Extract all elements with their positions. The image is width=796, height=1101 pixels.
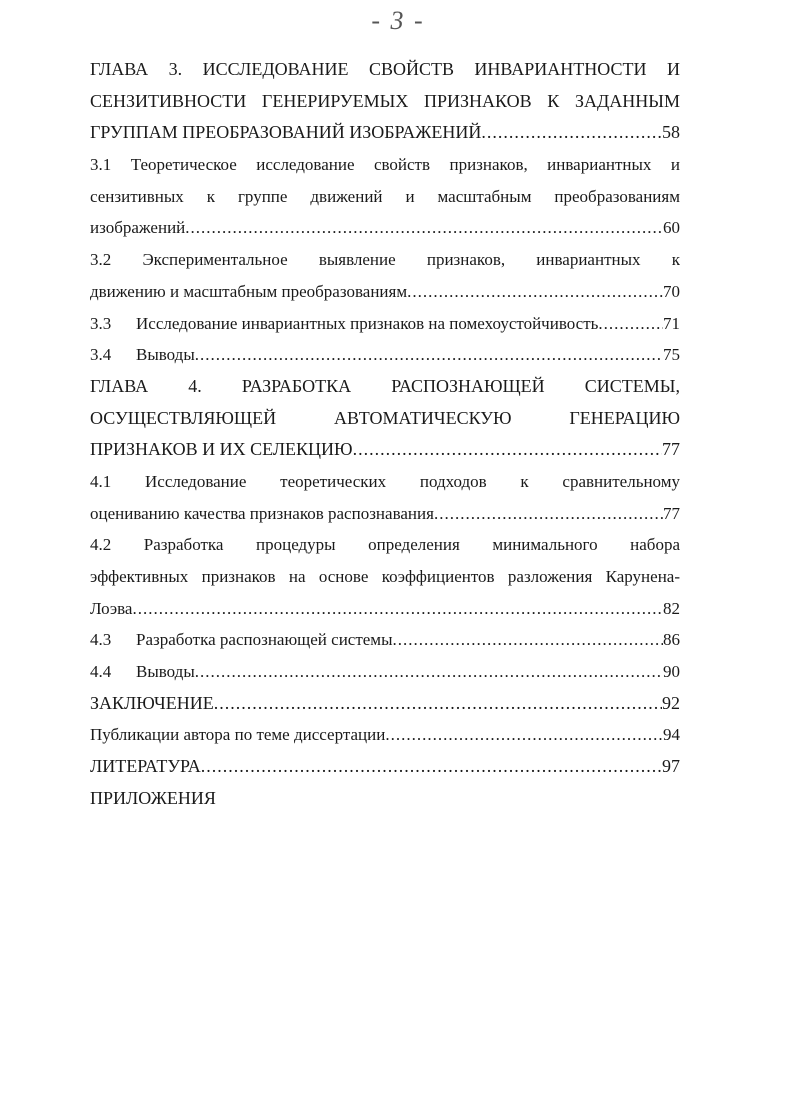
toc-leader-dots (407, 276, 663, 308)
toc-entry-text: Публикации автора по теме диссертации (90, 725, 386, 745)
toc-section-title: Выводы (136, 345, 195, 365)
toc-section-3-2-line-2 (90, 276, 680, 308)
toc-chapter-4-line-3 (90, 434, 680, 466)
toc-section-title: Разработка распознающей системы (136, 630, 393, 650)
page-number: - 3 - (371, 6, 425, 35)
toc-leader-dots (481, 117, 662, 149)
toc-leader-dots (214, 688, 662, 720)
table-of-contents (90, 54, 680, 815)
toc-page-number: 60 (663, 218, 680, 238)
toc-section-number: 4.3 (90, 630, 112, 650)
toc-entry-text (90, 339, 195, 371)
toc-entry-text: изображений (90, 218, 186, 238)
toc-entry-text: оцениванию качества признаков распознавания (90, 503, 434, 523)
toc-publications (90, 719, 680, 751)
toc-page-number: 92 (662, 692, 680, 713)
toc-entry-text (90, 656, 195, 688)
toc-section-number: 4.4 (90, 662, 112, 682)
toc-page-number: 82 (663, 598, 680, 618)
toc-chapter-4-line-1: ГЛАВА 4. РАЗРАБОТКА РАСПОЗНАЮЩЕЙ СИСТЕМЫ, (90, 375, 680, 396)
toc-section-3-2-line-1: 3.2 Экспериментальное выявление признаков, инвариантных к (90, 250, 680, 270)
toc-entry-text: Лоэва (90, 598, 133, 618)
toc-page-number: 58 (662, 122, 680, 143)
toc-section-4-2-line-1: 4.2 Разработка процедуры определения минимального набора (90, 535, 680, 555)
toc-section-number: 3.4 (90, 345, 112, 365)
toc-leader-dots (598, 308, 663, 340)
toc-entry-text: движению и масштабным преобразованиям (90, 281, 408, 301)
toc-section-3-4 (90, 339, 680, 371)
toc-section-3-3 (90, 308, 680, 340)
toc-chapter-3-line-1: ГЛАВА 3. ИССЛЕДОВАНИЕ СВОЙСТВ ИНВАРИАНТНОСТИ И (90, 59, 680, 79)
toc-section-4-2-line-2: эффективных признаков на основе коэффициентов разложения Карунена- (90, 567, 680, 586)
toc-page-number: 94 (663, 725, 680, 745)
toc-page-number: 86 (663, 630, 680, 650)
toc-leader-dots (385, 719, 663, 751)
toc-entry-text: ЗАКЛЮЧЕНИЕ (90, 692, 214, 713)
toc-page-number: 71 (663, 313, 680, 333)
toc-section-title: Выводы (136, 662, 195, 682)
toc-leader-dots (434, 498, 663, 530)
toc-chapter-3-line-2: СЕНЗИТИВНОСТИ ГЕНЕРИРУЕМЫХ ПРИЗНАКОВ К ЗАДАННЫМ (90, 90, 680, 111)
toc-section-4-4 (90, 656, 680, 688)
toc-conclusion (90, 688, 680, 720)
toc-entry-text: ГРУППАМ ПРЕОБРАЗОВАНИЙ ИЗОБРАЖЕНИЙ (90, 122, 482, 143)
toc-chapter-3-line-3 (90, 117, 680, 149)
toc-leader-dots (195, 339, 663, 371)
toc-leader-dots (393, 624, 664, 656)
toc-page-number: 70 (663, 281, 680, 301)
toc-leader-dots (353, 434, 662, 466)
toc-page-number: 77 (662, 439, 680, 460)
toc-literature (90, 751, 680, 783)
toc-leader-dots (201, 751, 662, 783)
toc-section-3-1-line-1: 3.1 Теоретическое исследование свойств признаков, инвариантных и (90, 155, 680, 175)
toc-page-number: 75 (663, 345, 680, 365)
toc-page-number: 97 (662, 756, 680, 777)
toc-section-4-1-line-1: 4.1 Исследование теоретических подходов к сравнительному (90, 471, 680, 491)
toc-section-4-2-line-3 (90, 593, 680, 625)
toc-entry-text: ЛИТЕРАТУРА (90, 756, 201, 777)
toc-section-4-1-line-2 (90, 498, 680, 530)
toc-page-number: 77 (663, 503, 680, 523)
toc-page-number: 90 (663, 662, 680, 682)
toc-entry-text: ПРИЗНАКОВ И ИХ СЕЛЕКЦИЮ (90, 439, 353, 460)
toc-section-3-1-line-3 (90, 212, 680, 244)
toc-leader-dots (185, 212, 663, 244)
toc-leader-dots (195, 656, 663, 688)
toc-chapter-4-line-2: ОСУЩЕСТВЛЯЮЩЕЙ АВТОМАТИЧЕСКУЮ ГЕНЕРАЦИЮ (90, 407, 680, 428)
toc-section-3-1-line-2: сензитивных к группе движений и масштабным преобразованиям (90, 186, 680, 206)
toc-section-title: Исследование инвариантных признаков на помехоустойчивость (136, 313, 599, 333)
toc-appendices: ПРИЛОЖЕНИЯ (90, 787, 216, 808)
toc-section-number: 3.3 (90, 313, 112, 333)
toc-entry-text (90, 624, 393, 656)
toc-section-4-3 (90, 624, 680, 656)
toc-entry-text (90, 308, 598, 340)
toc-leader-dots (132, 593, 663, 625)
